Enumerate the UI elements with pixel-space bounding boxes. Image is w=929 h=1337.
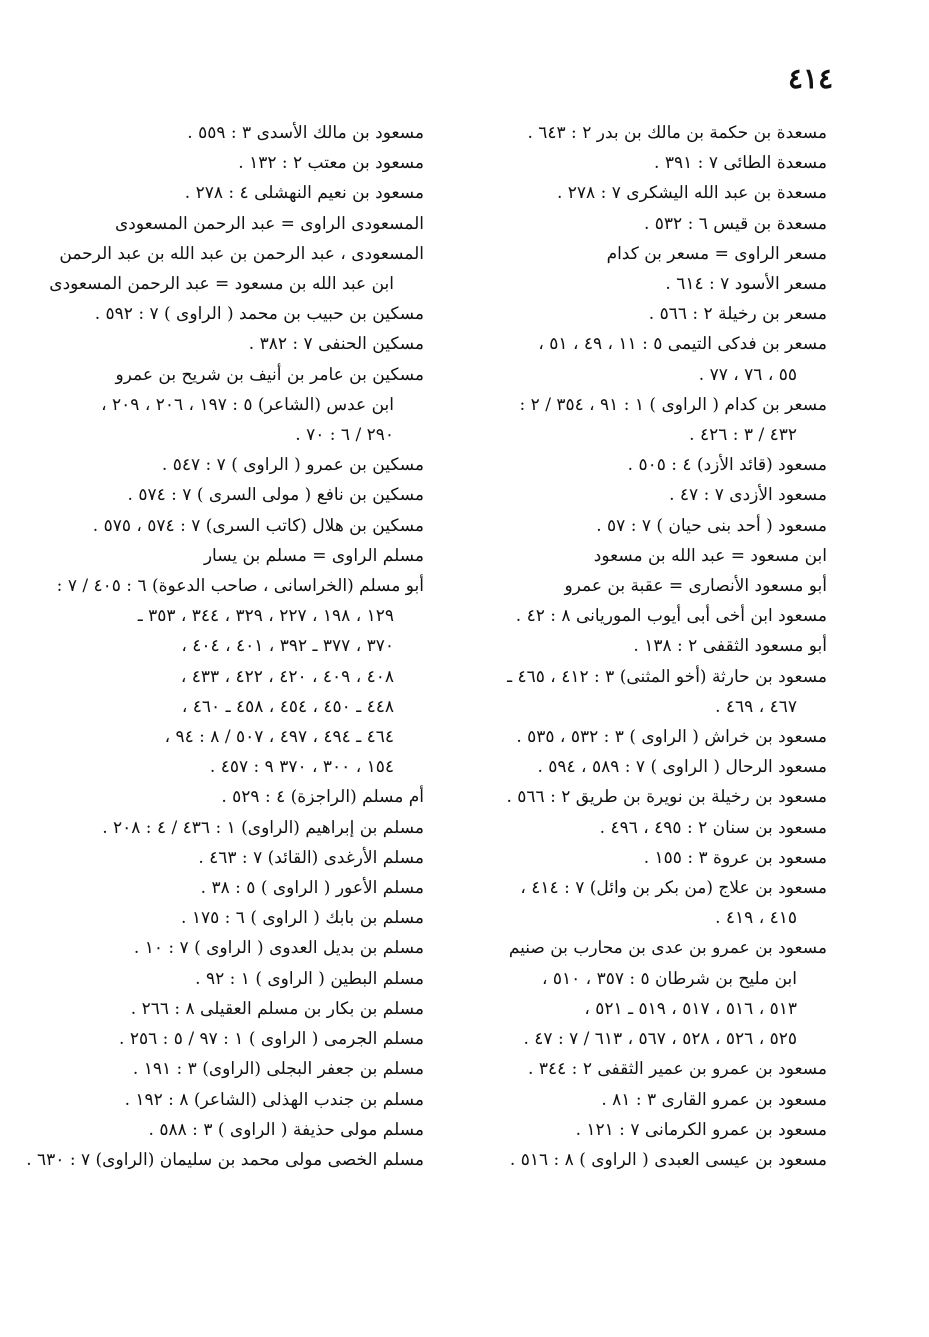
index-entry: مسعود ابن أخى أبى أيوب الموريانى ٨ : ٤٢ . (515, 606, 827, 627)
index-entry: مسعود بن رخيلة بن نويرة بن طريق ٢ : ٥٦٦ . (506, 787, 827, 808)
index-entry: مسلم بن جندب الهذلى (الشاعر) ٨ : ١٩٢ . (124, 1089, 424, 1110)
index-entry: ابن مسعود = عبد الله بن مسعود (593, 545, 827, 566)
index-entry: مسعود بن حارثة (أخو المثنى) ٣ : ٤١٢ ، ٤٦٥ ـ (507, 666, 827, 687)
index-entry: المسعودى ، عبد الرحمن بن عبد الله بن عبد الرحمن (59, 243, 424, 264)
index-entry-continuation: ٥٥ ، ٧٦ ، ٧٧ . (698, 364, 797, 385)
index-entry: المسعودى الراوى = عبد الرحمن المسعودى (114, 213, 424, 234)
index-entry-continuation: ٤٤٨ ـ ٤٥٠ ، ٤٥٤ ، ٤٥٨ ـ ٤٦٠ ، (181, 696, 394, 717)
index-entry: مسعدة بن قيس ٦ : ٥٣٢ . (643, 213, 827, 234)
index-entry: مسعر بن رخيلة ٢ : ٥٦٦ . (648, 304, 827, 325)
index-entry-continuation: ابن مليح بن شرطان ٥ : ٣٥٧ ، ٥١٠ ، (541, 968, 797, 989)
index-entry: مسعود ( أحد بنى حيان ) ٧ : ٥٧ . (596, 515, 827, 536)
index-entry: مسلم بن جعفر البجلى (الراوى) ٣ : ١٩١ . (132, 1059, 424, 1080)
index-entry: أبو مسلم (الخراسانى ، صاحب الدعوة) ٦ : ٤٠٥ / ٧ : (56, 576, 424, 597)
index-entry: مسعود بن عمرو بن عمير الثقفى ٢ : ٣٤٤ . (528, 1059, 827, 1080)
index-entry: مسعر الأسود ٧ : ٦١٤ . (665, 274, 827, 295)
index-entry-continuation: ٤٦٧ ، ٤٦٩ . (715, 696, 797, 717)
index-column-left (26, 118, 424, 1175)
index-entry: مسعود بن معتب ٢ : ١٣٢ . (238, 153, 424, 174)
index-entry: مسلم الخصى مولى محمد بن سليمان (الراوى) ٧ : ٦٣٠ . (26, 1149, 424, 1170)
index-entry: مسعدة الطائى ٧ : ٣٩١ . (654, 153, 827, 174)
index-entry: مسعود بن مالك الأسدى ٣ : ٥٥٩ . (187, 123, 424, 143)
index-entry: مسعدة بن عبد الله اليشكرى ٧ : ٢٧٨ . (556, 183, 827, 204)
index-entry-continuation: ٢٩٠ / ٦ : ٧٠ . (295, 425, 394, 446)
index-entry: مسعدة بن حكمة بن مالك بن بدر ٢ : ٦٤٣ . (527, 123, 827, 143)
index-entry-continuation: ٤٦٤ ـ ٤٩٤ ، ٤٩٧ ، ٥٠٧ / ٨ : ٩٤ ، (164, 727, 394, 748)
index-entry: مسعود بن خراش ( الراوى ) ٣ : ٥٣٢ ، ٥٣٥ . (516, 727, 827, 748)
index-entry: مسكين بن حبيب بن محمد ( الراوى ) ٧ : ٥٩٢ . (94, 304, 424, 325)
index-entry: أبو مسعود الأنصارى = عقبة بن عمرو (564, 576, 827, 597)
index-entry: مسعود بن عيسى العبدى ( الراوى ) ٨ : ٥١٦ . (509, 1149, 827, 1170)
index-entry: مسعود الرحال ( الراوى ) ٧ : ٥٨٩ ، ٥٩٤ . (537, 757, 827, 778)
index-entry: مسعود بن عمرو بن عدى بن محارب بن صنيم (508, 938, 827, 959)
index-entry: مسلم الأرغدى (القائد) ٧ : ٤٦٣ . (198, 847, 424, 868)
index-entry: مسعود بن علاج (من بكر بن وائل) ٧ : ٤١٤ ، (520, 878, 827, 899)
index-column-right (457, 118, 827, 1175)
index-entry: مسكين بن هلال (كاتب السرى) ٧ : ٥٧٤ ، ٥٧٥ . (92, 515, 424, 536)
index-entry-continuation: ٤٣٢ / ٣ : ٤٢٦ . (689, 425, 797, 446)
index-entry-continuation: ابن عبد الله بن مسعود = عبد الرحمن المسعودى (49, 274, 394, 295)
index-entry: مسلم بن بابك ( الراوى ) ٦ : ١٧٥ . (181, 908, 424, 929)
index-entry: مسعود (قائد الأزد) ٤ : ٥٠٥ . (627, 455, 827, 476)
index-entry: مسلم البطين ( الراوى ) ١ : ٩٢ . (195, 968, 424, 989)
page-number: ٤١٤ (788, 62, 834, 95)
index-entry: أم مسلم (الراجزة) ٤ : ٥٢٩ . (221, 787, 424, 808)
index-entry: مسعر بن فدكى التيمى ٥ : ١١ ، ٤٩ ، ٥١ ، (538, 334, 827, 355)
index-entry: مسلم الجرمى ( الراوى ) ١ : ٩٧ / ٥ : ٢٥٦ . (119, 1029, 424, 1050)
index-entry: مسكين الحنفى ٧ : ٣٨٢ . (248, 334, 424, 355)
index-entry: مسعر بن كدام ( الراوى ) ١ : ٩١ ، ٣٥٤ / ٢ : (519, 394, 827, 415)
index-entry: مسلم الأعور ( الراوى ) ٥ : ٣٨ . (200, 878, 424, 899)
index-entry-continuation: ٣٧٠ ، ٣٧٧ ـ ٣٩٢ ، ٤٠١ ، ٤٠٤ ، (181, 636, 394, 657)
index-entry: أبو مسعود الثقفى ٢ : ١٣٨ . (633, 636, 827, 657)
index-entry: مسلم بن إبراهيم (الراوى) ١ : ٤٣٦ / ٤ : ٢٠٨ . (102, 817, 424, 838)
index-entry-continuation: ابن عدس (الشاعر) ٥ : ١٩٧ ، ٢٠٦ ، ٢٠٩ ، (101, 394, 394, 415)
index-entry: مسعود بن عمرو القارى ٣ : ٨١ . (601, 1089, 827, 1110)
index-entry: مسكين بن عمرو ( الراوى ) ٧ : ٥٤٧ . (161, 455, 424, 476)
index-entry: مسلم بن بكار بن مسلم العقيلى ٨ : ٢٦٦ . (130, 998, 424, 1019)
index-entry: مسكين بن نافع ( مولى السرى ) ٧ : ٥٧٤ . (127, 485, 424, 506)
index-entry: مسلم بن بديل العدوى ( الراوى ) ٧ : ١٠ . (133, 938, 424, 959)
index-entry-continuation: ٤١٥ ، ٤١٩ . (715, 908, 797, 929)
index-entry: مسعود بن سنان ٢ : ٤٩٥ ، ٤٩٦ . (599, 817, 827, 838)
index-entry: مسعود الأزدى ٧ : ٤٧ . (669, 485, 827, 506)
index-entry: مسعود بن نعيم النهشلى ٤ : ٢٧٨ . (184, 183, 424, 204)
index-entry: مسلم مولى حذيفة ( الراوى ) ٣ : ٥٨٨ . (148, 1119, 424, 1140)
index-entry: مسلم الراوى = مسلم بن يسار (203, 545, 424, 566)
index-entry-continuation: ٤٠٨ ، ٤٠٩ ، ٤٢٠ ، ٤٢٢ ، ٤٣٣ ، (180, 666, 394, 687)
index-entry-continuation: ١٥٤ ، ٣٠٠ ، ٣٧٠ ٩ : ٤٥٧ . (209, 757, 394, 778)
index-entry: مسعود بن عمرو الكرمانى ٧ : ١٢١ . (575, 1119, 827, 1140)
index-entry-continuation: ١٢٩ ، ١٩٨ ، ٢٢٧ ، ٣٢٩ ، ٣٤٤ ، ٣٥٣ ـ (137, 606, 394, 627)
index-entry-continuation: ٥٢٥ ، ٥٢٦ ، ٥٢٨ ، ٥٦٧ ، ٦١٣ / ٧ : ٤٧ . (523, 1029, 797, 1050)
index-entry-continuation: ٥١٣ ، ٥١٦ ، ٥١٧ ، ٥١٩ ـ ٥٢١ ، (584, 998, 797, 1019)
index-entry: مسعود بن عروة ٣ : ١٥٥ . (643, 847, 827, 868)
index-entry: مسعر الراوى = مسعر بن كدام (606, 243, 827, 264)
index-entry: مسكين بن عامر بن أنيف بن شريح بن عمرو (115, 364, 424, 385)
